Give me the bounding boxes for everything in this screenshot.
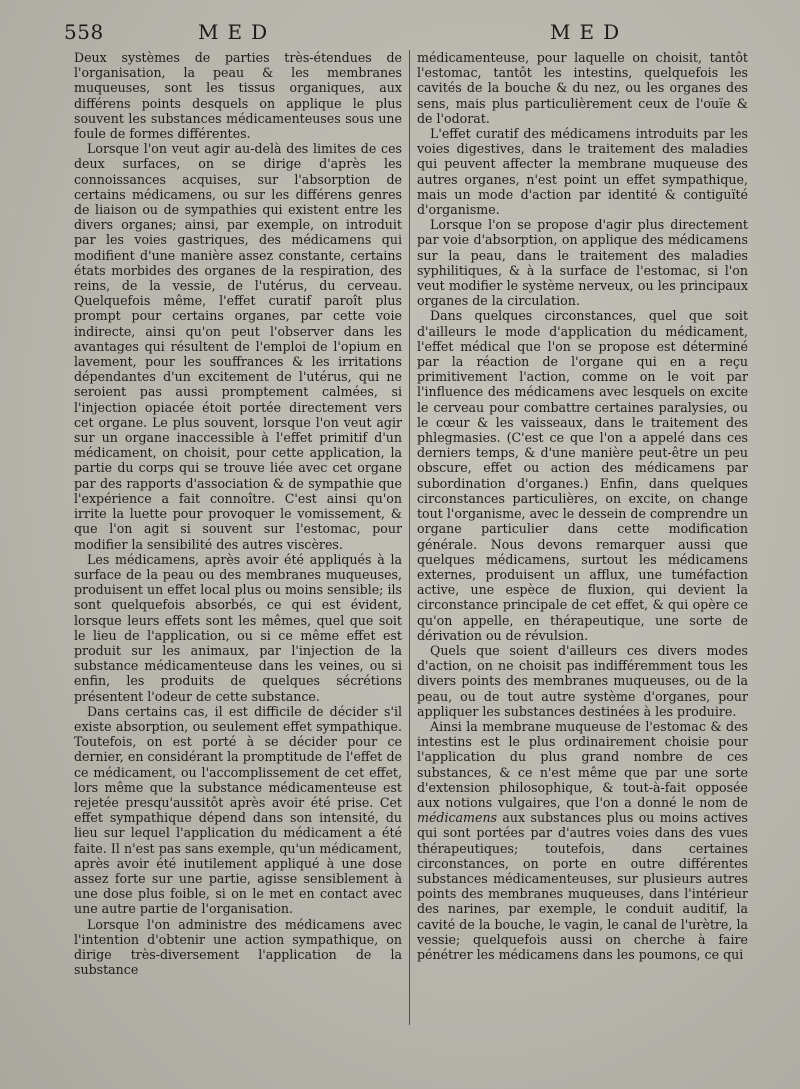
paragraph: Dans quelques circonstances, quel que soit d'ailleurs le mode d'application du médicament, l'effet médical que l'on se propose est déterminé par la réaction de l'organe qui en a reçu primitivement l'action, comme on le voit par l'influence des médicamens avec lesquels on excite le cerveau pour combattre certaines paralysies, ou le cœur & les vaisseaux, dans le traitement des phlegmasies. (C'est ce que l'on a appelé dans ces derniers temps, & d'une manière peut-être un peu obscure, effet ou action des médicamens par subordination d'organes.) Enfin, dans quelques circonstances particulières, on excite, on change tout l'organisme, avec le dessein de comprendre un organe particulier dans cette modification générale. Nous devons remarquer aussi que quelques médicamens, surtout les médicamens externes, produisent un afflux, une tuméfaction active, une espèce de fluxion, qui devient la circonstance principale de cet effet, & qui opère ce qu'on appelle, en thérapeutique, une sorte de dérivation ou de révulsion.: [417, 308, 748, 643]
paragraph: Lorsque l'on administre des médicamens avec l'intention d'obtenir une action sympathique, on dirige très-diversement l'application de la substance: [74, 916, 402, 978]
paragraph: Quels que soient d'ailleurs ces divers modes d'action, on ne choisit pas indifféremment tous les divers points des membranes muqueuses, ou de la peau, ou de tout autre système d'organes, pour appliquer les substances destinées à les produire.: [417, 642, 748, 719]
page-header: [64, 20, 752, 50]
paragraph: Deux systèmes de parties très-étendues de l'organisation, la peau & les membranes muqueuses, sont les tissus organiques, aux différens points desquels on applique le plus souvent les substances médicamenteuses sous une foule de formes différentes.: [74, 50, 402, 142]
paragraph: Dans certains cas, il est difficile de décider s'il existe absorption, ou seulement effet sympathique. Toutefois, on est porté à se décider pour ce dernier, en considérant la promptitude de l'effet de ce médicament, ou l'accomplissement de cet effet, lors même que la substance médicamenteuse est rejetée presqu'aussitôt après avoir été prise. Cet effet sympathique dépend dans son intensité, du lieu sur lequel l'application du médicament a été faite. Il n'est pas sans exemple, qu'un médicament, après avoir été inutilement appliqué à une dose assez forte sur une partie, agisse sensiblement à une dose plus foible, si on le met en contact avec une autre partie de l'organisation.: [74, 703, 402, 917]
running-head-right: MED: [550, 20, 629, 44]
paragraph: Lorsque l'on veut agir au-delà des limites de ces deux surfaces, on se dirige d'après les connoissances acquises, sur l'absorption de certains médicamens, ou sur les différens genres de liaison ou de sympathies qui existent entre les divers organes; ainsi, par exemple, on introduit par les voies gastriques, des médicamens qui modifient d'une manière assez constante, certains états morbides des organes de la respiration, des reins, de la vessie, de l'utérus, du cerveau. Quelquefois même, l'effet curatif paroît plus prompt pour certains organes, par cette voie indirecte, ainsi qu'on peut l'observer dans les avantages qui résultent de l'emploi de l'opium en lavement, pour les souffrances & les irritations dépendantes d'un excitement de l'utérus, qui ne seroient pas aussi promptement calmées, si l'injection opiacée étoit portée directement vers cet organe. Le plus souvent, lorsque l'on veut agir sur un organe inaccessible à l'effet primitif d'un médicament, on choisit, pour cette application, la partie du corps qui se trouve liée avec cet organe par des rapports d'association & de sympathie que l'expérience a fait connoître. C'est ainsi qu'on irrite la luette pour provoquer le vomissement, & que l'on agit si souvent sur l'estomac, pour modifier la sensibilité des autres viscères.: [74, 141, 402, 552]
paragraph-text: aux substances plus ou moins actives qui sont portées par d'autres voies dans des vues thérapeutiques; toutefois, dans certaines circonstances, on porte en outre différentes substances médicamenteuses, sur plusieurs autres points des membranes muqueuses, dans l'intérieur des narines, par exemple, le conduit auditif, la cavité de la bouche, le vagin, le canal de l'urètre, la vessie; quelquefois aussi on cherche à faire pénétrer les médicamens dans les poumons, ce qui: [417, 810, 748, 962]
right-column: [417, 50, 748, 1050]
paragraph: [417, 719, 748, 962]
paragraph: Les médicamens, après avoir été appliqués à la surface de la peau ou des membranes muqueuses, produisent un effet local plus ou moins sensible; ils sont quelquefois absorbés, ce qui est évident, lorsque leurs effets sont les mêmes, quel que soit le lieu de l'application, ou si ce même effet est produit sur les animaux, par l'injection de la substance médicamenteuse dans les veines, ou si enfin, les produits de quelques sécrétions présentent l'odeur de cette substance.: [74, 551, 402, 704]
italic-term: médicamens: [417, 810, 498, 826]
page-number: 558: [64, 20, 104, 44]
column-divider: [409, 50, 410, 1025]
paragraph: L'effet curatif des médicamens introduits par les voies digestives, dans le traitement des maladies qui peuvent affecter la membrane muqueuse des autres organes, n'est point un effet sympathique, mais un mode d'action par identité & contiguïté d'organisme.: [417, 126, 748, 218]
paragraph-text: Ainsi la membrane muqueuse de l'estomac & des intestins est le plus ordinairement choisie pour l'application du plus grand nombre de ces substances, & ce n'est même que par une sorte d'extension philosophique, & tout-à-fait opposée aux notions vulgaires, que l'on a donné le nom de: [417, 718, 748, 810]
paragraph: Lorsque l'on se propose d'agir plus directement par voie d'absorption, on applique des médicamens sur la peau, dans le traitement des maladies syphilitiques, & à la surface de l'estomac, si l'on veut modifier le système nerveux, ou les principaux organes de la circulation.: [417, 217, 748, 309]
paragraph: médicamenteuse, pour laquelle on choisit, tantôt l'estomac, tantôt les intestins, quelquefois les cavités de la bouche & du nez, ou les organes des sens, mais plus particulièrement ceux de l'ouïe & de l'odorat.: [417, 50, 748, 126]
running-head-left: MED: [198, 20, 277, 44]
left-column: [74, 50, 402, 1050]
